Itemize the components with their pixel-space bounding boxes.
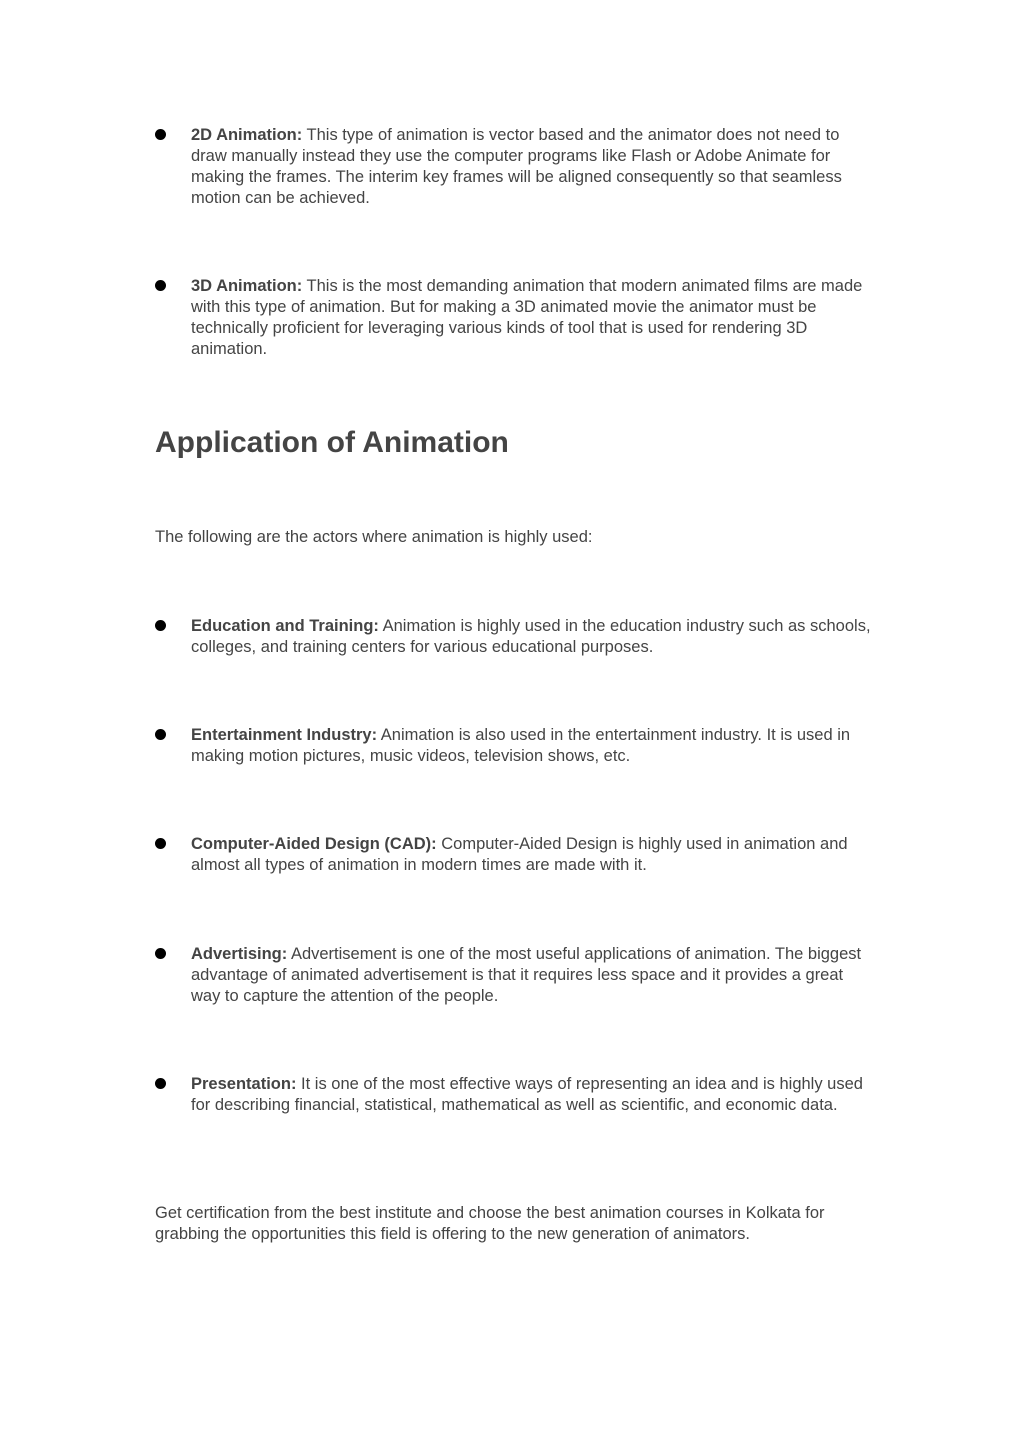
list-item-term: Education and Training:	[191, 617, 379, 635]
list-item-description: Advertisement is one of the most useful applications of animation. The biggest advantage of animated advertisement is that it requires less space and it provides a great way to capture the attention of the people.	[191, 945, 862, 1005]
list-item-text	[191, 125, 875, 209]
list-item-text	[191, 276, 875, 360]
list-item-text	[191, 944, 875, 1007]
bullet-icon	[155, 1078, 166, 1089]
list-item-text	[191, 1074, 875, 1116]
list-item-text	[191, 834, 875, 876]
closing-paragraph: Get certification from the best institute and choose the best animation courses in Kolkata for grabbing the opportunities this field is offering to the new generation of animators.	[155, 1204, 825, 1243]
bullet-icon	[155, 838, 166, 849]
section-heading: Application of Animation	[155, 426, 509, 459]
list-item-description: Animation is also used in the entertainment industry. It is used in making motion pictures, music videos, television shows, etc.	[191, 726, 851, 765]
bullet-icon	[155, 729, 166, 740]
section-intro: The following are the actors where animation is highly used:	[155, 528, 593, 546]
list-item-description: Animation is highly used in the education industry such as schools, colleges, and training centers for various educational purposes.	[191, 617, 871, 656]
bullet-icon	[155, 280, 166, 291]
list-item-term: Entertainment Industry:	[191, 726, 378, 744]
list-item-term: Presentation:	[191, 1075, 297, 1093]
list-item-term: 3D Animation:	[191, 277, 303, 295]
list-item-description: It is one of the most effective ways of representing an idea and is highly used for describing financial, statistical, mathematical as well as scientific, and economic data.	[191, 1075, 863, 1114]
list-item-term: Advertising:	[191, 945, 288, 963]
list-item-term: Computer-Aided Design (CAD):	[191, 835, 437, 853]
list-item-description: Computer-Aided Design is highly used in animation and almost all types of animation in modern times are made with it.	[191, 835, 848, 874]
bullet-icon	[155, 948, 166, 959]
list-item-term: 2D Animation:	[191, 126, 303, 144]
list-item-text	[191, 725, 875, 767]
list-item-description: This type of animation is vector based and the animator does not need to draw manually instead they use the computer programs like Flash or Adobe Animate for making the frames. The interim key frames will be aligned consequently so that seamless motion can be achieved.	[191, 126, 842, 207]
bullet-icon	[155, 620, 166, 631]
list-item-description: This is the most demanding animation that modern animated films are made with this type of animation. But for making a 3D animated movie the animator must be technically proficient for leveraging various kinds of tool that is used for rendering 3D animation.	[191, 277, 863, 358]
bullet-icon	[155, 129, 166, 140]
list-item-text	[191, 616, 875, 658]
